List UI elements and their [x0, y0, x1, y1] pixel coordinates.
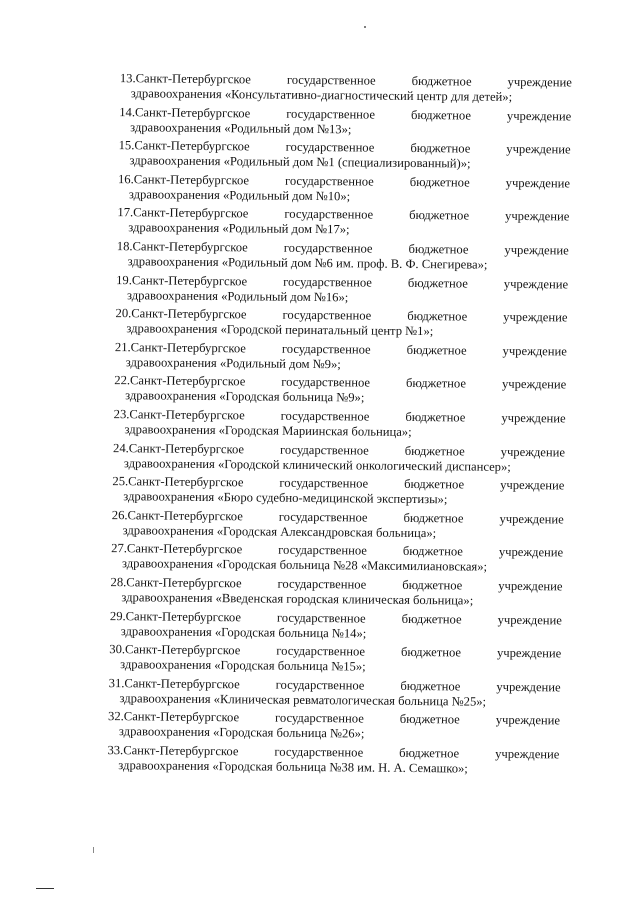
item-number-and-city: [112, 474, 243, 490]
item-number-and-city: [116, 273, 247, 289]
item-number-and-city: [120, 71, 251, 87]
item-institution-name: здравоохранения «Консультативно-диагностический центр для детей»;: [130, 86, 513, 104]
item-institution-name: здравоохранения «Городская больница №15»;: [120, 657, 366, 674]
word-institution: учреждение: [500, 478, 565, 493]
word-city: Санкт-Петербургское: [123, 709, 240, 725]
word-institution: учреждение: [506, 142, 571, 157]
item-number-and-city: [109, 642, 240, 658]
word-city: Санкт-Петербургское: [127, 508, 243, 524]
word-institution: учреждение: [507, 74, 572, 90]
item-number: 18.: [116, 239, 133, 254]
item-institution-name: здравоохранения «Городская больница №14»;: [120, 623, 367, 641]
item-institution-name: здравоохранения «Бюро судебно-медицинской экспертизы»;: [123, 489, 448, 507]
item-institution-name: здравоохранения «Клиническая ревматологическая больница №25»;: [119, 690, 487, 709]
word-budget: бюджетное: [411, 73, 472, 89]
word-state: государственное: [283, 240, 373, 256]
word-institution: учреждение: [501, 410, 566, 426]
word-institution: учреждение: [498, 578, 563, 594]
word-city: Санкт-Петербургское: [130, 373, 246, 389]
word-state: государственное: [274, 711, 364, 726]
word-institution: учреждение: [504, 242, 569, 258]
word-budget: бюджетное: [409, 174, 470, 190]
word-state: государственное: [278, 509, 368, 525]
word-institution: учреждение: [498, 545, 564, 560]
item-institution-name: здравоохранения «Городская больница №26»;: [118, 724, 365, 741]
list-item: [118, 138, 570, 172]
word-institution: учреждение: [497, 612, 562, 628]
word-city: Санкт-Петербургское: [124, 676, 240, 692]
list-item: [112, 474, 564, 508]
word-institution: учреждение: [500, 444, 566, 460]
item-number-and-city: [111, 575, 242, 591]
word-city: Санкт-Петербургское: [125, 642, 241, 658]
item-number-and-city: [115, 306, 246, 322]
word-state: государственное: [279, 475, 369, 491]
item-number: 29.: [109, 608, 126, 623]
item-number-and-city: [107, 743, 238, 759]
item-institution-name: здравоохранения «Родильный дом №17»;: [128, 220, 350, 237]
word-state: государственное: [276, 610, 366, 626]
word-state: государственное: [284, 173, 374, 189]
word-budget: бюджетное: [399, 745, 460, 761]
item-number: 17.: [117, 205, 134, 220]
item-number-and-city: [111, 541, 242, 557]
word-state: государственное: [283, 274, 372, 290]
list-item: [117, 206, 569, 240]
word-city: Санкт-Петербургское: [134, 138, 250, 154]
word-budget: бюджетное: [410, 141, 471, 156]
list-item: [111, 541, 563, 575]
word-budget: бюджетное: [406, 342, 467, 358]
item-number-and-city: [114, 374, 245, 390]
word-state: государственное: [281, 341, 371, 357]
word-budget: бюджетное: [405, 376, 467, 391]
word-budget: бюджетное: [405, 409, 466, 425]
item-institution-name: здравоохранения «Родильный дом №16»;: [126, 287, 349, 304]
item-number-and-city: [110, 609, 241, 625]
item-institution-name: здравоохранения «Городская больница №38 им. Н. А. Семашко»;: [118, 758, 468, 776]
list-item: [115, 340, 567, 374]
item-number-and-city: [117, 239, 248, 255]
word-state: государственное: [280, 408, 370, 424]
item-institution-name: здравоохранения «Городская Александровская больница»;: [122, 522, 437, 541]
word-city: Санкт-Петербургское: [126, 541, 243, 557]
word-budget: бюджетное: [408, 241, 469, 257]
list-item: [110, 609, 562, 643]
word-state: государственное: [278, 543, 367, 558]
item-institution-name: здравоохранения «Родильный дом №10»;: [128, 187, 351, 204]
item-institution-name: здравоохранения «Городская больница №9»;: [125, 388, 365, 405]
item-number-and-city: [114, 407, 245, 423]
list-item: [118, 172, 570, 206]
item-number: 14.: [119, 104, 136, 119]
item-number-and-city: [113, 441, 244, 457]
list-item: [117, 239, 569, 273]
word-budget: бюджетное: [409, 208, 470, 223]
word-state: государственное: [281, 375, 371, 390]
item-institution-name: здравоохранения «Родильный дом №1 (специализированный)»;: [129, 153, 471, 171]
word-budget: бюджетное: [404, 477, 465, 492]
word-institution: учреждение: [506, 108, 572, 124]
word-state: государственное: [279, 442, 369, 458]
item-number: 33.: [107, 743, 124, 758]
item-number: 13.: [119, 71, 136, 86]
item-number-and-city: [119, 138, 250, 154]
item-institution-name: здравоохранения «Городской перинатальный центр №1»;: [126, 321, 434, 339]
item-institution-name: здравоохранения «Городской клинический онкологический диспансер»;: [123, 455, 511, 474]
list-item: [113, 441, 565, 475]
word-state: государственное: [277, 576, 367, 592]
item-number: 31.: [108, 675, 125, 691]
word-institution: учреждение: [495, 713, 561, 728]
word-state: государственное: [286, 106, 376, 122]
word-city: Санкт-Петербургское: [131, 306, 247, 322]
list-item: [116, 273, 568, 307]
item-number: 15.: [118, 138, 135, 153]
word-institution: учреждение: [496, 645, 562, 661]
list-item: [119, 105, 571, 139]
word-state: государственное: [286, 72, 376, 88]
word-budget: бюджетное: [402, 544, 463, 559]
list-item: [107, 743, 559, 777]
word-city: Санкт-Петербургское: [132, 239, 248, 255]
word-budget: бюджетное: [410, 107, 472, 123]
word-institution: учреждение: [502, 343, 567, 359]
word-state: государственное: [275, 677, 365, 693]
word-institution: учреждение: [505, 209, 570, 224]
item-number-and-city: [112, 508, 243, 524]
word-budget: бюджетное: [399, 712, 460, 727]
item-institution-name: здравоохранения «Введенская городская клиническая больница»;: [121, 590, 474, 608]
item-number: 21.: [114, 339, 131, 355]
item-number: 19.: [116, 272, 132, 287]
item-number: 20.: [115, 306, 132, 321]
list-item: [120, 71, 572, 105]
item-number: 22.: [114, 373, 131, 388]
word-budget: бюджетное: [400, 645, 462, 660]
word-state: государственное: [274, 744, 364, 760]
item-number: 28.: [110, 575, 127, 590]
scan-mark: [93, 847, 94, 853]
item-number-and-city: [119, 105, 250, 121]
word-institution: учреждение: [505, 175, 571, 191]
word-budget: бюджетное: [407, 309, 468, 324]
word-institution: учреждение: [501, 377, 567, 392]
word-city: Санкт-Петербургское: [128, 474, 244, 490]
item-institution-name: здравоохранения «Родильный дом №13»;: [130, 119, 352, 136]
item-number: 27.: [111, 541, 128, 556]
item-number: 16.: [117, 171, 134, 187]
word-state: государственное: [285, 139, 375, 155]
scan-speck: [364, 26, 366, 28]
item-number: 24.: [112, 440, 129, 455]
word-budget: бюджетное: [402, 577, 463, 593]
list-item: [112, 508, 564, 542]
item-number-and-city: [108, 709, 239, 725]
word-budget: бюджетное: [403, 510, 464, 526]
footer-dash: [36, 888, 54, 889]
institution-list: [0, 70, 640, 776]
word-city: Санкт-Петербургское: [129, 407, 245, 423]
word-city: Санкт-Петербургское: [135, 71, 251, 87]
list-item: [114, 374, 566, 408]
word-city: Санкт-Петербургское: [125, 608, 242, 624]
list-item: [110, 575, 562, 609]
word-institution: учреждение: [503, 276, 569, 292]
item-number: 26.: [111, 507, 128, 523]
word-budget: бюджетное: [407, 275, 468, 291]
word-city: Санкт-Петербургское: [126, 575, 242, 591]
word-city: Санкт-Петербургское: [133, 172, 250, 188]
list-item: [109, 642, 561, 676]
item-number-and-city: [117, 206, 248, 222]
word-budget: бюджетное: [401, 611, 462, 627]
word-city: Санкт-Петербургское: [131, 272, 248, 288]
word-budget: бюджетное: [404, 443, 465, 459]
list-item: [108, 709, 560, 743]
word-state: государственное: [282, 307, 372, 323]
word-state: государственное: [284, 207, 374, 222]
item-institution-name: здравоохранения «Городская Мариинская больница»;: [124, 422, 412, 439]
list-item: [115, 306, 567, 340]
item-number-and-city: [115, 340, 246, 356]
item-number-and-city: [118, 172, 249, 188]
list-item: [108, 676, 560, 710]
word-city: Санкт-Петербургское: [133, 205, 249, 221]
word-city: Санкт-Петербургское: [130, 340, 247, 356]
word-state: государственное: [276, 643, 366, 659]
item-institution-name: здравоохранения «Родильный дом №6 им. проф. В. Ф. Снегирева»;: [127, 254, 488, 272]
word-city: Санкт-Петербургское: [123, 743, 239, 759]
word-city: Санкт-Петербургское: [134, 104, 251, 120]
item-number: 30.: [109, 642, 126, 657]
word-budget: бюджетное: [400, 678, 461, 694]
list-item: [113, 407, 565, 441]
item-institution-name: здравоохранения «Городская больница №28 «Максимилиановская»;: [121, 556, 488, 575]
item-institution-name: здравоохранения «Родильный дом №9»;: [125, 355, 341, 372]
item-number-and-city: [109, 676, 240, 692]
word-institution: учреждение: [495, 746, 560, 762]
word-institution: учреждение: [496, 679, 561, 695]
item-number: 32.: [108, 709, 124, 724]
word-institution: учреждение: [499, 511, 564, 527]
item-number: 23.: [113, 407, 130, 422]
word-institution: учреждение: [503, 310, 568, 325]
word-city: Санкт-Петербургское: [128, 440, 245, 456]
item-number: 25.: [112, 474, 129, 489]
